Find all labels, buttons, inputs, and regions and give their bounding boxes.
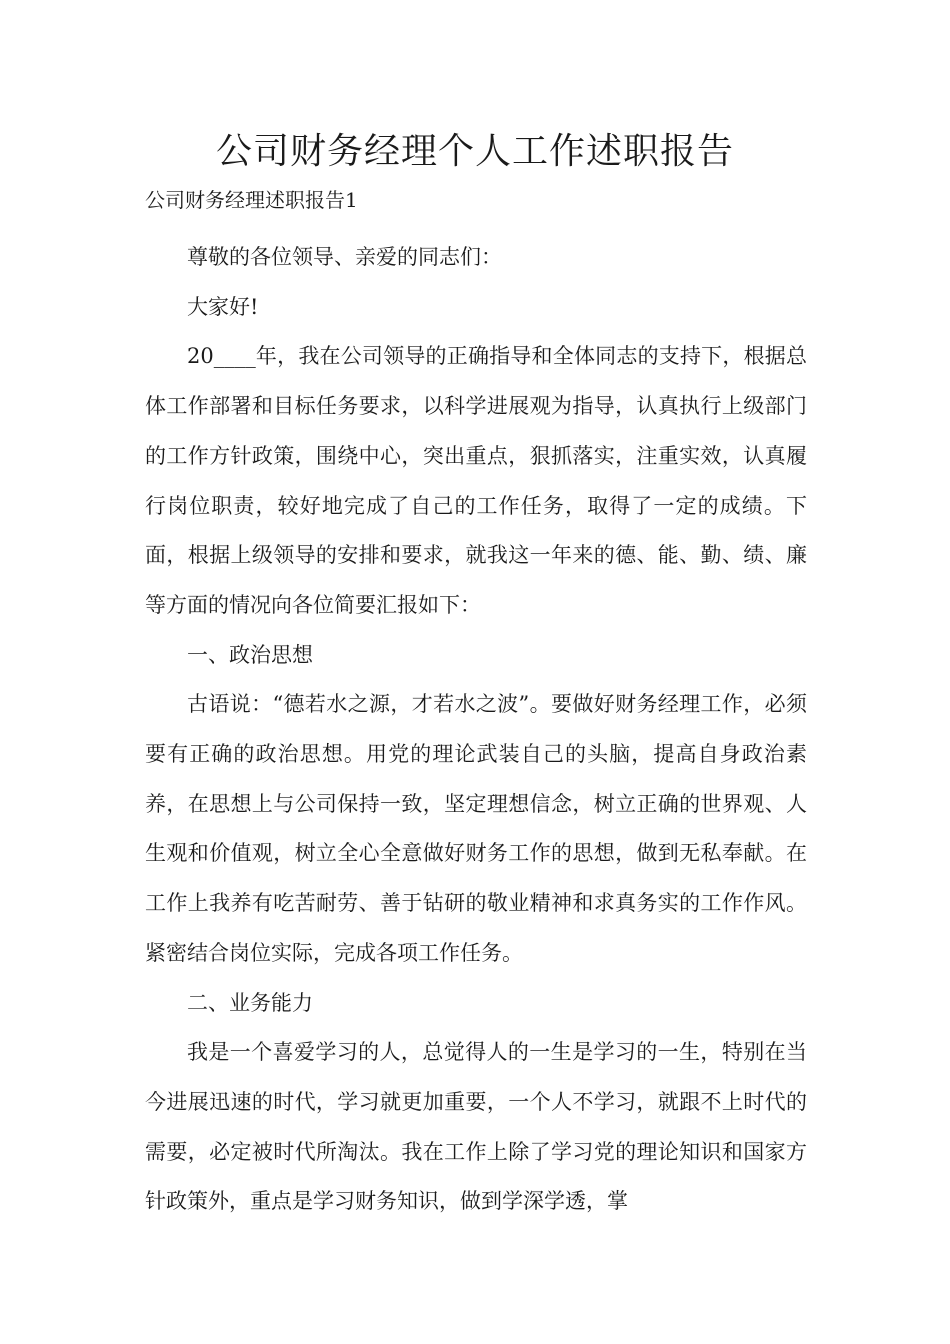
section-heading-ability: 二、业务能力 <box>187 990 313 1015</box>
ability-paragraph: 我是一个喜爱学习的人，总觉得人的一生是学习的一生，特别在当今进展迅速的时代，学习就更加重要，一个人不学习，就跟不上时代的需要，必定被时代所淘汰。我在工作上除了学习党的理论知识和国家方针政策外，重点是学习财务知识，做到学深学透，掌 <box>145 1040 807 1214</box>
greeting-paragraph: 大家好! <box>187 294 259 319</box>
intro-paragraph: 20____年，我在公司领导的正确指导和全体同志的支持下，根据总体工作部署和目标任务要求，以科学进展观为指导，认真执行上级部门的工作方针政策，围绕中心，突出重点，狠抓落实，注重实效，认真履行岗位职责，较好地完成了自己的工作任务，取得了一定的成绩。下面，根据上级领导的安排和要求，就我这一年来的德、能、勤、绩、廉等方面的情况向各位简要汇报如下： <box>145 344 807 617</box>
section-heading-politics: 一、政治思想 <box>187 642 313 667</box>
salutation-paragraph: 尊敬的各位领导、亲爱的同志们： <box>187 245 502 269</box>
document-subtitle: 公司财务经理述职报告1 <box>145 188 358 212</box>
document-title: 公司财务经理个人工作述职报告 <box>215 131 734 172</box>
document-body <box>145 233 807 1227</box>
politics-paragraph: 古语说：“德若水之源，才若水之波”。要做好财务经理工作，必须要有正确的政治思想。用党的理论武装自己的头脑，提高自身政治素养，在思想上与公司保持一致，坚定理想信念，树立正确的世界观、人生观和价值观，树立全心全意做好财务工作的思想，做到无私奉献。在工作上我养有吃苦耐劳、善于钻研的敬业精神和求真务实的工作作风。紧密结合岗位实际，完成各项工作任务。 <box>145 692 807 965</box>
